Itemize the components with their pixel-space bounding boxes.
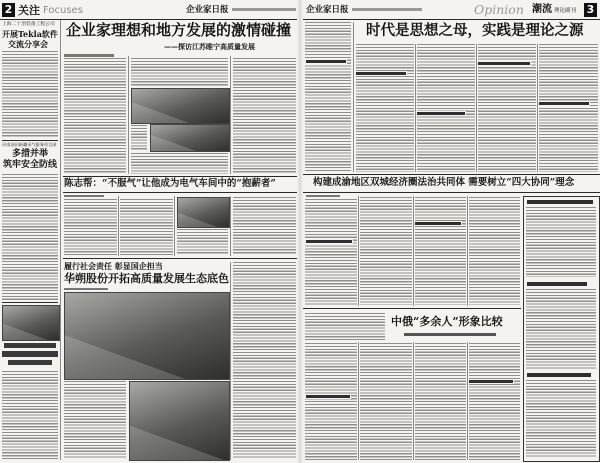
literature-story-body-text (360, 343, 412, 460)
sidebar-subhead (527, 373, 591, 377)
right-dateline (352, 8, 422, 11)
brief-photo (2, 305, 60, 341)
profile-story-body-text (177, 229, 228, 255)
column-divider (230, 56, 231, 174)
safety-headline-line2: 筑牢安全防线 (3, 160, 58, 170)
law-story-byline (306, 195, 340, 197)
lead-story-body-text (131, 125, 147, 151)
left-page-number: 2 (2, 3, 15, 17)
section-rule (63, 258, 297, 259)
theory-story-subhead (417, 112, 465, 115)
profile-story-body-text (233, 197, 296, 255)
safety-kicker: 河南油田新疆采气服务项目部 (2, 142, 57, 147)
theory-story-body-text (356, 44, 414, 172)
column-divider (413, 196, 414, 306)
csr-story-body-text (233, 262, 296, 459)
law-story-body-text (415, 197, 466, 305)
column-divider (128, 56, 129, 174)
theory-story-body-text (417, 44, 475, 172)
law-story-body-text (360, 197, 412, 305)
csr-story-photo-plant (64, 292, 230, 380)
lead-story-photo-factory (131, 88, 230, 124)
sidebar-body-text (526, 289, 596, 369)
right-masthead: 企业家日报 (306, 5, 349, 15)
theory-story-body-text (305, 22, 351, 172)
law-story-headline: 构建成渝地区双城经济圈法治共同体 需要树立“四大协同”理念 (313, 177, 575, 188)
literature-story-body-text (305, 313, 385, 340)
literature-story-body-text (469, 343, 520, 460)
column-divider (358, 196, 359, 306)
center-fold (297, 0, 303, 463)
column-divider (230, 196, 231, 256)
csr-story-body-text (64, 381, 126, 459)
tekla-headline-line2: 交流分享会 (8, 39, 48, 49)
lead-story-headline: 企业家理想和地方发展的激情碰撞 (66, 21, 292, 39)
right-header-rule (303, 19, 600, 20)
tekla-headline-line1: 开展Tekla软件 (2, 29, 58, 39)
sidebar-subhead (527, 200, 593, 204)
safety-body-text (2, 174, 58, 300)
section-rule (303, 192, 600, 193)
column-divider (174, 196, 175, 256)
column-divider (476, 44, 477, 172)
csr-story-headline: 华朔股份开拓高质量发展生态底色 (64, 272, 229, 285)
left-header-rule (0, 19, 297, 20)
literature-story-subhead (306, 395, 350, 398)
right-section-title-en: Opinion (474, 2, 524, 17)
brief-headline-block (2, 351, 58, 357)
section-rule (63, 192, 297, 193)
csr-story-photo-building (129, 381, 230, 461)
left-section-title-en: Focuses (43, 5, 83, 16)
left-column-rule (2, 302, 58, 303)
tekla-body-text (2, 51, 58, 137)
profile-story-byline (64, 195, 104, 197)
lead-story-body-text (64, 58, 126, 174)
column-divider (467, 342, 468, 460)
theory-story-headline: 时代是思想之母，实践是理论之源 (366, 22, 584, 39)
tekla-kicker: 上海二十冶装备工程公司 (2, 22, 55, 27)
csr-story-kicker: 履行社会责任 彰显国企担当 (64, 261, 163, 271)
column-divider (118, 196, 119, 256)
theory-story-subhead (306, 60, 346, 63)
law-story-body-text (305, 199, 357, 305)
theory-story-body-text (539, 44, 598, 172)
lead-story-photo-vehicles (150, 124, 230, 152)
sidebar-body-text (526, 380, 596, 457)
column-divider (467, 196, 468, 306)
literature-story-subtitle (404, 333, 496, 336)
left-masthead: 企业家日报 (186, 5, 229, 15)
column-divider (415, 44, 416, 172)
section-rule (303, 308, 521, 309)
right-section-title: 潮流 (532, 4, 552, 15)
right-supplement-title: 理论副刊 (554, 8, 577, 14)
section-rule (63, 176, 297, 177)
column-divider (230, 262, 231, 460)
law-story-subhead (415, 222, 461, 225)
theory-story-subhead (478, 62, 530, 65)
profile-story-body-text (64, 199, 117, 255)
column-divider (537, 44, 538, 172)
section-rule (303, 174, 600, 175)
theory-story-subhead (539, 102, 589, 105)
literature-story-body-text (305, 343, 357, 460)
law-story-body-text (469, 197, 520, 305)
csr-story-byline (64, 288, 108, 290)
literature-story-subhead (469, 380, 513, 383)
literature-story-headline: 中俄“多余人”形象比较 (391, 315, 503, 328)
literature-story-body-text (415, 343, 466, 460)
law-story-subhead (306, 240, 352, 243)
profile-story-headline: 陈志帮：“不服气”让他成为电气车间中的“抱薪者” (64, 178, 276, 189)
left-section-title: 关注 (18, 4, 40, 17)
lead-story-body-text (233, 58, 296, 174)
lead-story-body-text (131, 153, 228, 174)
brief-body-text (2, 371, 58, 460)
left-column-divider (60, 20, 61, 460)
theory-story-subhead (356, 72, 406, 75)
sidebar-body-text (526, 207, 596, 277)
brief-headline-block (8, 360, 52, 365)
brief-headline-block (4, 343, 56, 348)
profile-story-photo (177, 197, 230, 228)
lead-story-body-text (131, 58, 228, 86)
left-dateline (232, 8, 296, 11)
profile-story-body-text (120, 199, 173, 255)
lead-story-subheadline: ——探访江苏睢宁高质量发展 (164, 42, 255, 51)
lead-story-byline (64, 54, 114, 57)
sidebar-subhead (527, 282, 587, 286)
right-page-number: 3 (584, 3, 597, 17)
safety-headline-line1: 多措并举 (12, 149, 49, 159)
column-divider (358, 342, 359, 460)
left-column-rule (2, 140, 58, 141)
column-divider (413, 342, 414, 460)
column-divider (353, 22, 354, 172)
